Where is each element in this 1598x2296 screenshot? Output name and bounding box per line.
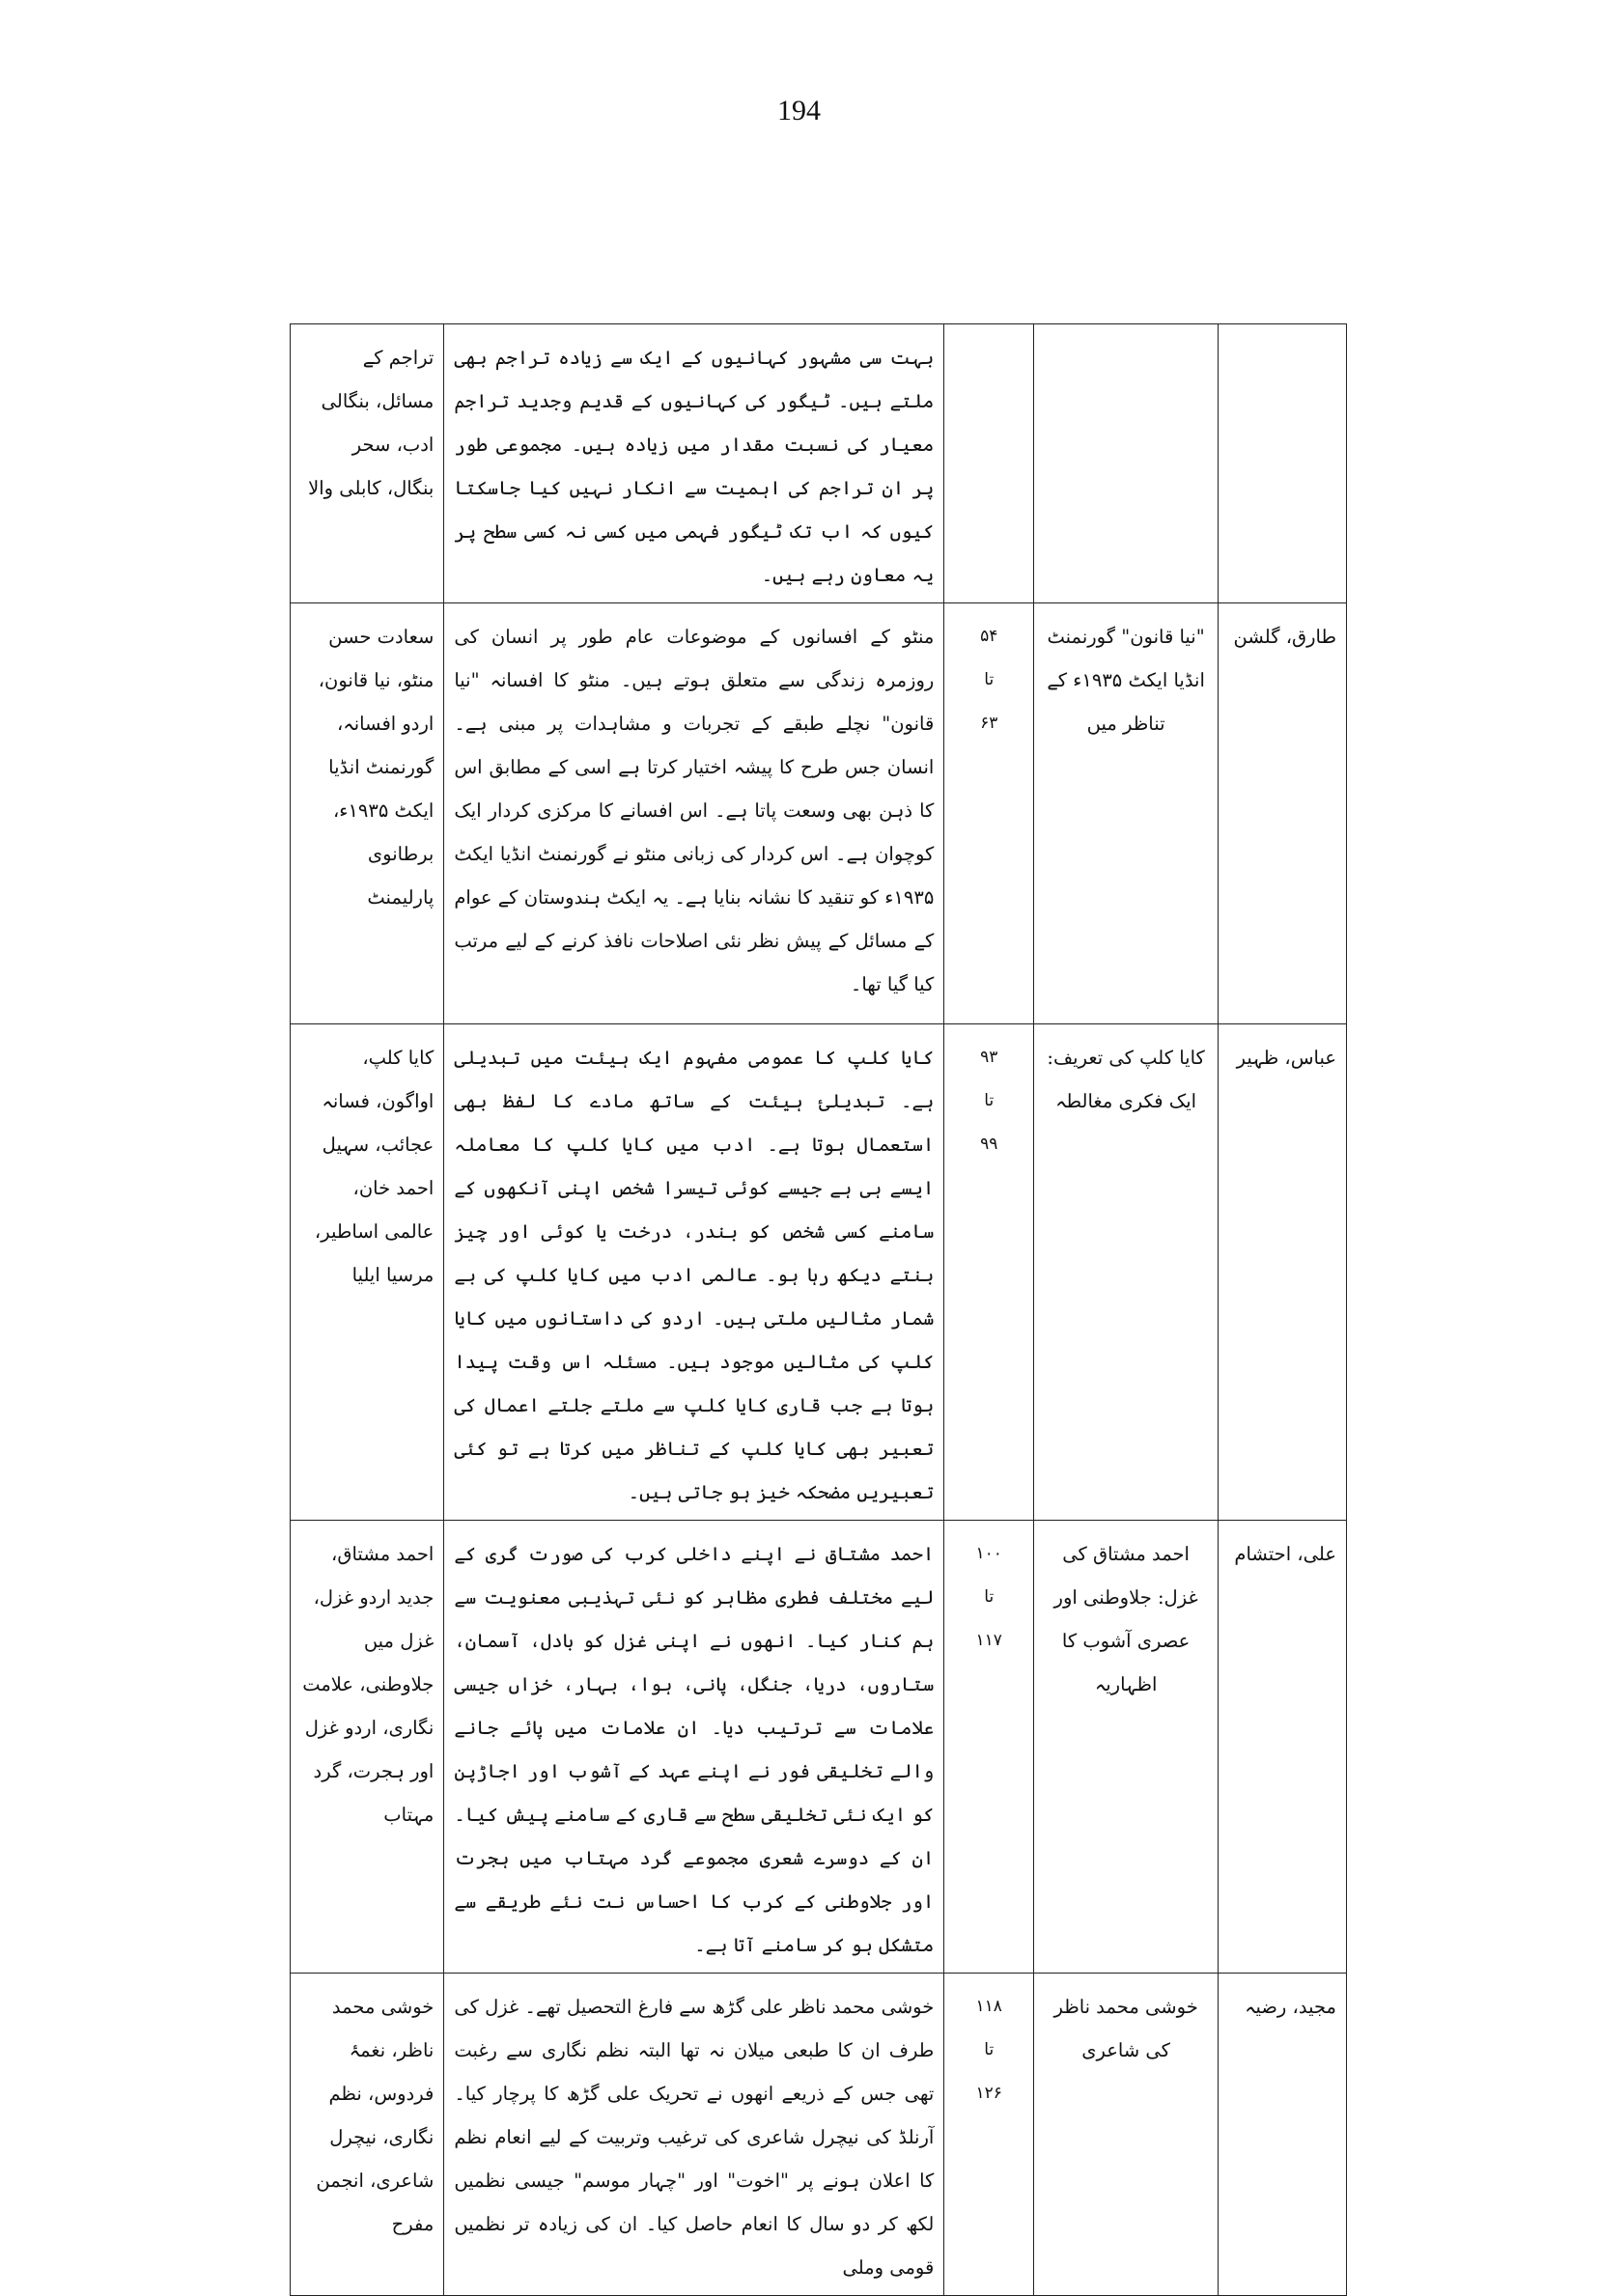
summary-cell: احمد مشتاق نے اپنے داخلی کرب کی صورت گری کے لیے مختلف فطری مظاہر کو نئی تہذیبی معنویت سے ہم کنار کیا۔ انھوں نے اپنی غزل کو بادل، آسمان، ستاروں، دریا، جنگل، پانی، ہوا، بہار، خزاں جیسی علامات سے ترتیب دیا۔ ان علامات میں پائے جانے والے تخلیقی فور نے اپنے عہد کے آشوب اور اجاڑپن کو ایک نئی تخلیقی سطح سے قاری کے سامنے پیش کیا۔ ان کے دوسرے شعری مجموعے گرد مہتاب میں ہجرت اور جلاوطنی کے کرب کا احساس نت نئے طریقے سے متشکل ہو کر سامنے آتا ہے۔ <box>444 1521 944 1974</box>
table-row <box>291 1521 1347 1974</box>
page-to: تا <box>984 2040 995 2059</box>
keywords-cell: سعادت حسن منٹو، نیا قانون، اردو افسانہ، گورنمنٹ انڈیا ایکٹ ۱۹۳۵ء، برطانوی پارلیمنٹ <box>291 603 444 1024</box>
page-end: ۹۹ <box>980 1134 998 1154</box>
pages-cell <box>944 1974 1034 2296</box>
page-end: ۱۲۶ <box>975 2084 1002 2103</box>
table-row <box>291 324 1347 603</box>
keywords-cell: خوشی محمد ناظر، نغمۂ فردوس، نظم نگاری، نیچرل شاعری، انجمن مفرح <box>291 1974 444 2296</box>
title-cell: "نیا قانون" گورنمنٹ انڈیا ایکٹ ۱۹۳۵ء کے تناظر میں <box>1034 603 1219 1024</box>
keywords-cell: کایا کلپ، اواگون، فسانہ عجائب، سہیل احمد خان، عالمی اساطیر، مرسیا ایلیا <box>291 1024 444 1521</box>
title-cell <box>1034 324 1219 603</box>
author-cell: طارق، گلشن <box>1219 603 1347 1024</box>
pages-cell <box>944 324 1034 603</box>
title-cell: کایا کلپ کی تعریف: ایک فکری مغالطہ <box>1034 1024 1219 1521</box>
page-to: تا <box>984 1587 995 1607</box>
author-cell: عباس، ظہیر <box>1219 1024 1347 1521</box>
pages-cell <box>944 1521 1034 1974</box>
summary-cell: خوشی محمد ناظر علی گڑھ سے فارغ التحصیل تھے۔ غزل کی طرف ان کا طبعی میلان نہ تھا البتہ نظم نگاری سے رغبت تھی جس کے ذریعے انھوں نے تحریک علی گڑھ کا پرچار کیا۔ آرنلڈ کی نیچرل شاعری کی ترغیب وتربیت کے لیے انعام نظم کا اعلان ہونے پر "اخوت" اور "چہار موسم" جیسی نظمیں لکھ کر دو سال کا انعام حاصل کیا۔ ان کی زیادہ تر نظمیں قومی وملی <box>444 1974 944 2296</box>
page-to: تا <box>984 670 995 689</box>
summary-cell: منٹو کے افسانوں کے موضوعات عام طور پر انسان کی روزمرہ زندگی سے متعلق ہوتے ہیں۔ منٹو کا افسانہ "نیا قانون" نچلے طبقے کے تجربات و مشاہدات پر مبنی ہے۔ انسان جس طرح کا پیشہ اختیار کرتا ہے اسی کے مطابق اس کا ذہن بھی وسعت پاتا ہے۔ اس افسانے کا مرکزی کردار ایک کوچوان ہے۔ اس کردار کی زبانی منٹو نے گورنمنٹ انڈیا ایکٹ ۱۹۳۵ء کو تنقید کا نشانہ بنایا ہے۔ یہ ایکٹ ہندوستان کے عوام کے مسائل کے پیش نظر نئی اصلاحات نافذ کرنے کے لیے مرتب کیا گیا تھا۔ <box>444 603 944 1024</box>
summary-cell: بہت سی مشہور کہانیوں کے ایک سے زیادہ تراجم بھی ملتے ہیں۔ ٹیگور کی کہانیوں کے قدیم وجدید تراجم معیار کی نسبت مقدار میں زیادہ ہیں۔ مجموعی طور پر ان تراجم کی اہمیت سے انکار نہیں کیا جاسکتا کیوں کہ اب تک ٹیگور فہمی میں کسی نہ کسی سطح پر یہ معاون رہے ہیں۔ <box>444 324 944 603</box>
page-to: تا <box>984 1091 995 1110</box>
author-cell: مجید، رضیہ <box>1219 1974 1347 2296</box>
author-cell <box>1219 324 1347 603</box>
page-start: ۱۰۰ <box>975 1544 1002 1563</box>
keywords-cell: تراجم کے مسائل، بنگالی ادب، سحر بنگال، کابلی والا <box>291 324 444 603</box>
page-end: ۱۱۷ <box>975 1631 1002 1650</box>
pages-cell <box>944 1024 1034 1521</box>
page-start: ۱۱۸ <box>975 1997 1002 2016</box>
keywords-cell: احمد مشتاق، جدید اردو غزل، غزل میں جلاوطنی، علامت نگاری، اردو غزل اور ہجرت، گرد مہتاب <box>291 1521 444 1974</box>
title-cell: احمد مشتاق کی غزل: جلاوطنی اور عصری آشوب کا اظہاریہ <box>1034 1521 1219 1974</box>
table-row <box>291 603 1347 1024</box>
table-row <box>291 1974 1347 2296</box>
pages-cell <box>944 603 1034 1024</box>
author-cell: علی، احتشام <box>1219 1521 1347 1974</box>
page-start: ۵۴ <box>980 627 998 646</box>
table-row <box>291 1024 1347 1521</box>
article-index-table <box>290 323 1347 2296</box>
summary-cell: کایا کلپ کا عمومی مفہوم ایک ہیئت میں تبدیلی ہے۔ تبدیلئ ہیئت کے ساتھ مادے کا لفظ بھی استعمال ہوتا ہے۔ ادب میں کایا کلپ کا معاملہ ایسے ہی ہے جیسے کوئی تیسرا شخص اپنی آنکھوں کے سامنے کسی شخص کو بندر، درخت یا کوئی اور چیز بنتے دیکھ رہا ہو۔ عالمی ادب میں کایا کلپ کی بے شمار مثالیں ملتی ہیں۔ اردو کی داستانوں میں کایا کلپ کی مثالیں موجود ہیں۔ مسئلہ اس وقت پیدا ہوتا ہے جب قاری کایا کلپ سے ملتے جلتے اعمال کی تعبیر بھی کایا کلپ کے تناظر میں کرتا ہے تو کئی تعبیریں مضحکہ خیز ہو جاتی ہیں۔ <box>444 1024 944 1521</box>
page-number: 194 <box>777 95 821 126</box>
title-cell: خوشی محمد ناظر کی شاعری <box>1034 1974 1219 2296</box>
page-end: ۶۳ <box>980 714 998 733</box>
page-start: ۹۳ <box>980 1048 998 1067</box>
